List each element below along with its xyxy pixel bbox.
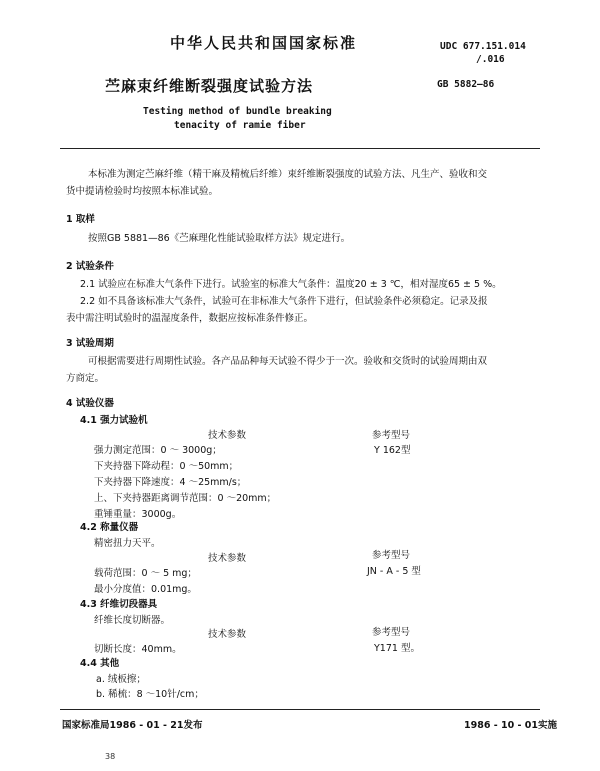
document-title: 苎麻束纤维断裂强度试验方法 <box>105 77 314 95</box>
subsection-4-2-desc: 精密扭力天平。 <box>94 538 161 549</box>
issue-date: 国家标准局1986 - 01 - 21发布 <box>62 720 203 731</box>
section-1-heading: 1 取样 <box>66 214 95 225</box>
top-divider <box>60 148 540 149</box>
param-item: 下夹持器下降速度：4 ～25mm/s； <box>94 477 247 488</box>
udc-code-line1: UDC 677.151.014 <box>440 41 526 52</box>
ref-model-value: JN - A - 5 型 <box>367 566 421 577</box>
param-item: 重锤重量：3000g。 <box>94 509 182 520</box>
list-item: b. 稀梳：8 ～10针/cm； <box>96 689 204 700</box>
english-title-line2: tenacity of ramie fiber <box>174 120 306 131</box>
section-3-line2: 方商定。 <box>66 373 105 384</box>
effective-date: 1986 - 10 - 01实施 <box>464 720 557 731</box>
section-4-heading: 4 试验仪器 <box>66 398 114 409</box>
param-item: 最小分度值：0.01mg。 <box>94 584 197 595</box>
subsection-4-2-heading: 4.2 称量仪器 <box>80 522 139 533</box>
section-3-line1: 可根据需要进行周期性试验。各产品品种每天试验不得少于一次。验收和交货时的试验周期由双 <box>88 356 488 367</box>
tech-params-label: 技术参数 <box>208 553 247 564</box>
param-item: 下夹持器下降动程：0 ～50mm； <box>94 461 239 472</box>
section-2-heading: 2 试验条件 <box>66 261 114 272</box>
ref-model-label: 参考型号 <box>372 550 411 561</box>
standard-org-title: 中华人民共和国国家标准 <box>170 34 358 52</box>
subsection-4-3-heading: 4.3 纤维切段器具 <box>80 599 158 610</box>
footer-divider <box>60 709 540 710</box>
param-item: 上、下夹持器距离调节范围：0 ～20mm； <box>94 493 277 504</box>
english-title-line1: Testing method of bundle breaking <box>143 106 332 117</box>
subsection-4-3-desc: 纤维长度切断器。 <box>94 615 171 626</box>
subsection-4-4-heading: 4.4 其他 <box>80 658 120 669</box>
list-item: a. 绒板擦； <box>96 674 146 685</box>
param-item: 载荷范围：0 ～ 5 mg； <box>94 568 197 579</box>
ref-model-label: 参考型号 <box>372 627 411 638</box>
clause-2-2-line1: 2.2 如不具备该标准大气条件，试验可在非标准大气条件下进行，但试验条件必须稳定。记录及报 <box>80 296 488 307</box>
ref-model-label: 参考型号 <box>372 430 411 441</box>
section-3-heading: 3 试验周期 <box>66 338 114 349</box>
gb-code: GB 5882—86 <box>437 79 495 90</box>
udc-code-line2: /.016 <box>476 54 505 65</box>
clause-2-2-line2: 表中需注明试验时的温湿度条件，数据应按标准条件修正。 <box>66 313 314 324</box>
subsection-4-1-heading: 4.1 强力试验机 <box>80 415 148 426</box>
intro-line-1: 本标准为测定苎麻纤维（精干麻及精梳后纤维）束纤维断裂强度的试验方法、凡生产、验收和交 <box>88 169 488 180</box>
page-number: 38 <box>105 752 116 761</box>
param-item: 强力测定范围：0 ～ 3000g； <box>94 445 222 456</box>
tech-params-label: 技术参数 <box>208 629 247 640</box>
clause-2-1: 2.1 试验应在标准大气条件下进行。试验室的标准大气条件：温度20 ± 3 ℃，相对湿度65 ± 5 %。 <box>80 279 502 290</box>
param-item: 切断长度：40mm。 <box>94 644 182 655</box>
ref-model-value: Y171 型。 <box>374 643 420 654</box>
tech-params-label: 技术参数 <box>208 430 247 441</box>
section-1-body: 按照GB 5881—86《苎麻理化性能试验取样方法》规定进行。 <box>88 233 351 244</box>
intro-line-2: 货中提请检验时均按照本标准试验。 <box>66 186 219 197</box>
ref-model-value: Y 162型 <box>374 445 411 456</box>
